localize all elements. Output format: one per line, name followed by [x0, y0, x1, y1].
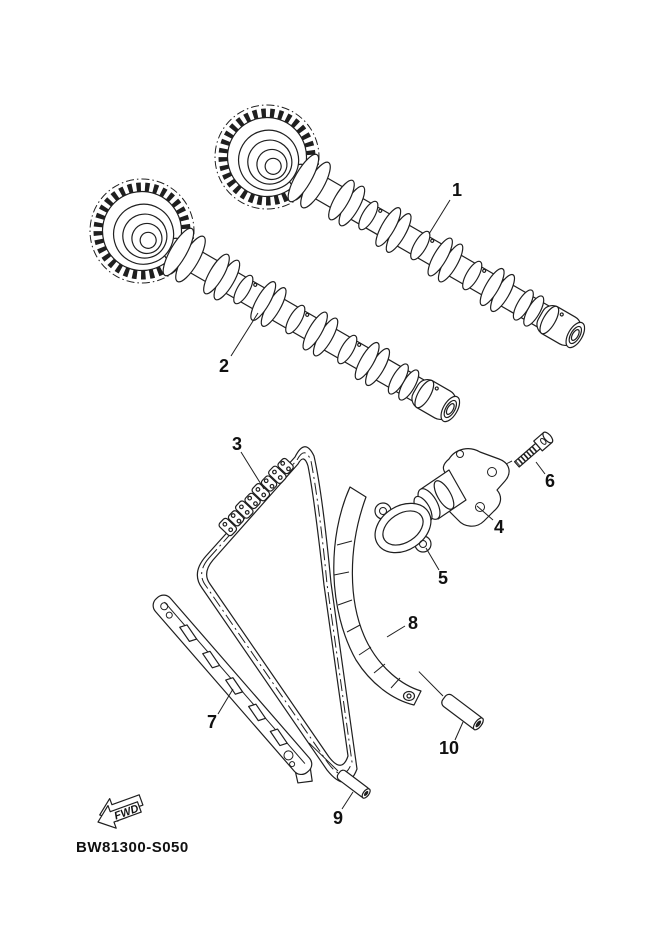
dowel-pin-10 — [411, 671, 485, 732]
callout-9[interactable]: 9 — [332, 808, 344, 828]
leader-5 — [426, 548, 439, 570]
leader-9 — [342, 792, 353, 809]
callout-6[interactable]: 6 — [544, 471, 556, 491]
leader-6 — [536, 462, 545, 474]
leader-1 — [429, 200, 450, 234]
part-code: BW81300-S050 — [76, 839, 189, 856]
cam-chain-links — [218, 456, 296, 537]
tensioner-bolt — [513, 430, 555, 469]
callout-10[interactable]: 10 — [438, 738, 460, 758]
callout-3[interactable]: 3 — [231, 434, 243, 454]
cam-chain-inner-outline — [207, 459, 348, 765]
leader-2 — [231, 313, 258, 356]
leader-8 — [387, 626, 405, 637]
callout-5[interactable]: 5 — [437, 568, 449, 588]
fwd-arrow-icon — [92, 789, 147, 834]
callout-8[interactable]: 8 — [407, 613, 419, 633]
dowel-pin-9 — [302, 743, 372, 800]
camshaft-1 — [196, 86, 607, 384]
fwd-arrow-label: FWD — [112, 802, 141, 823]
leader-3 — [241, 452, 264, 489]
callout-2[interactable]: 2 — [218, 356, 230, 376]
callout-1[interactable]: 1 — [451, 180, 463, 200]
callout-4[interactable]: 4 — [493, 517, 505, 537]
chain-guide-front — [146, 591, 322, 789]
camshaft-2 — [71, 160, 482, 458]
callout-7[interactable]: 7 — [206, 712, 218, 732]
